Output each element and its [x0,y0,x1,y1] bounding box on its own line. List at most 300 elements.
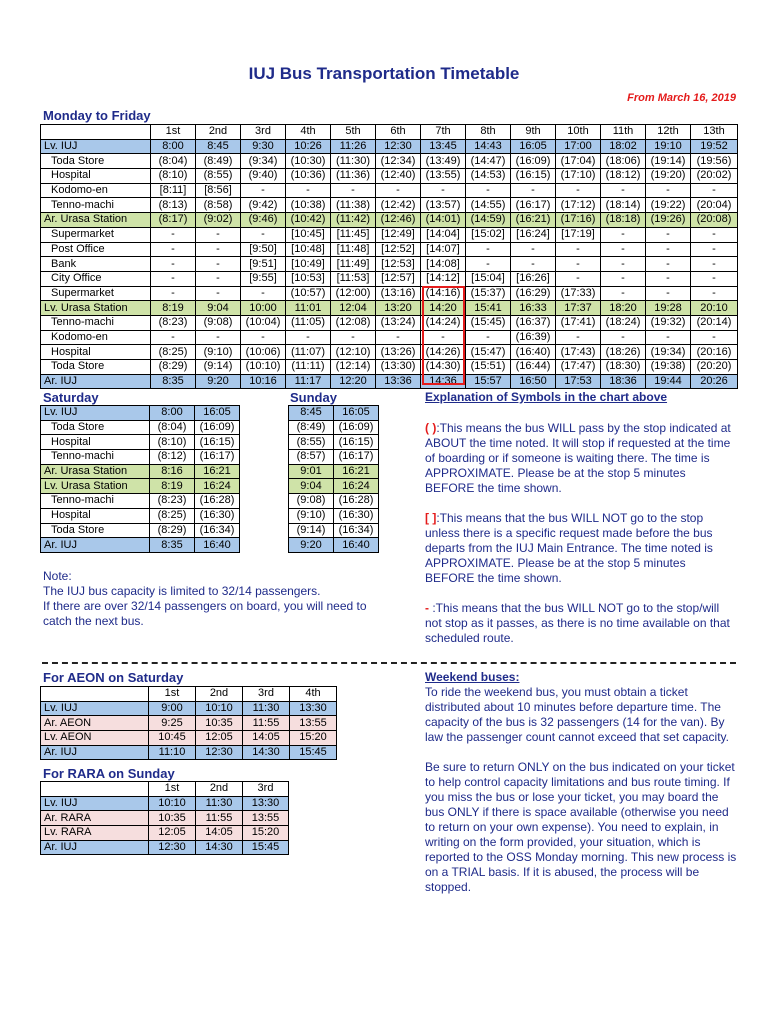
time-cell: - [601,286,646,301]
paren-symbol: ( ) [425,421,437,435]
time-cell: (16:37) [511,315,556,330]
table-row [41,406,240,421]
stop-label: Ar. IUJ [41,745,149,760]
aeon-timetable [40,686,337,760]
time-cell: 11:26 [331,139,376,154]
weekend-heading: Weekend buses: [425,670,520,684]
stop-label: Toda Store [41,360,151,375]
dash-symbol: - [425,601,429,615]
time-cell: - [466,183,511,198]
time-cell: (16:29) [511,286,556,301]
time-cell: (18:24) [601,315,646,330]
explanation-heading: Explanation of Symbols in the chart above [425,390,668,404]
effective-date: From March 16, 2019 [627,92,736,104]
time-cell: (13:55) [421,169,466,184]
time-cell: (16:09) [195,420,240,435]
time-cell: (20:02) [691,169,738,184]
time-cell: 9:00 [149,701,196,716]
time-cell: (9:40) [241,169,286,184]
time-cell: - [691,271,738,286]
time-cell: - [331,183,376,198]
time-cell: (19:56) [691,154,738,169]
time-cell: - [331,330,376,345]
table-row [289,494,379,509]
time-cell: 12:30 [376,139,421,154]
dash-explanation [425,601,735,646]
stop-label: Ar. Urasa Station [41,213,151,228]
time-cell: (9:10) [196,345,241,360]
table-row [41,731,337,746]
saturday-timetable [40,405,240,553]
table-row [289,450,379,465]
stop-label: Kodomo-en [41,330,151,345]
time-cell: - [646,330,691,345]
time-cell: (15:45) [466,315,511,330]
time-cell: (16:17) [195,450,240,465]
time-cell: (8:13) [151,198,196,213]
time-cell: - [466,257,511,272]
time-cell: (16:15) [511,169,556,184]
time-cell: [11:48] [331,242,376,257]
time-cell: - [556,242,601,257]
time-cell: - [646,257,691,272]
time-cell: (16:28) [334,494,379,509]
time-cell: 8:19 [150,479,195,494]
column-header: 3rd [241,125,286,140]
time-cell: [10:48] [286,242,331,257]
bracket-text: :This means that the bus WILL NOT go to the stop unless there is a specific request made before the bus departs from the IUJ Main Entrance. The time noted is APPROXIMATE. Please be at the stop 5 minutes BEFORE the time shown. [425,511,713,585]
column-header: 11th [601,125,646,140]
time-cell: (10:38) [286,198,331,213]
table-row [41,301,738,316]
time-cell: 16:33 [511,301,556,316]
time-cell: 11:01 [286,301,331,316]
table-row [41,523,240,538]
time-cell: (16:09) [334,420,379,435]
time-cell: (16:30) [334,508,379,523]
header-row [41,782,289,797]
sunday-heading: Sunday [290,390,337,405]
time-cell: (14:01) [421,213,466,228]
time-cell: 11:30 [243,701,290,716]
table-row [41,315,738,330]
time-cell: (18:14) [601,198,646,213]
time-cell: - [691,286,738,301]
time-cell: (11:11) [286,360,331,375]
table-row [41,198,738,213]
time-cell: (8:55) [289,435,334,450]
time-cell: (11:36) [331,169,376,184]
time-cell: (14:26) [421,345,466,360]
stop-label: Bank [41,257,151,272]
time-cell: (9:08) [196,315,241,330]
time-cell: (20:20) [691,360,738,375]
time-cell: 17:53 [556,374,601,389]
time-cell: (8:57) [289,450,334,465]
stop-label: Lv. IUJ [41,139,151,154]
stop-label: Tenno-machi [41,494,150,509]
table-row [41,826,289,841]
stop-label: Lv. Urasa Station [41,479,150,494]
time-cell: 19:44 [646,374,691,389]
time-cell: 16:50 [511,374,556,389]
time-cell: (14:59) [466,213,511,228]
time-cell: (12:08) [331,315,376,330]
time-cell: - [601,330,646,345]
time-cell: (19:22) [646,198,691,213]
time-cell: 14:43 [466,139,511,154]
time-cell: 12:05 [149,826,196,841]
column-header: 5th [331,125,376,140]
time-cell: (11:05) [286,315,331,330]
time-cell: - [556,271,601,286]
rara-heading: For RARA on Sunday [43,766,175,781]
time-cell: (11:38) [331,198,376,213]
time-cell: (17:12) [556,198,601,213]
time-cell: (8:29) [151,360,196,375]
time-cell: 18:36 [601,374,646,389]
bracket-symbol: [ ] [425,511,437,525]
time-cell: - [601,257,646,272]
time-cell: - [421,183,466,198]
time-cell: [16:24] [511,227,556,242]
time-cell: (14:16) [421,286,466,301]
time-cell: 8:35 [151,374,196,389]
stop-label: Ar. IUJ [41,374,151,389]
time-cell: 20:10 [691,301,738,316]
time-cell: 14:05 [243,731,290,746]
time-cell: (16:15) [334,435,379,450]
time-cell: (10:04) [241,315,286,330]
time-cell: (12:40) [376,169,421,184]
stop-label: Hospital [41,435,150,450]
time-cell: 8:19 [151,301,196,316]
time-cell: 8:45 [289,406,334,421]
time-cell: 9:01 [289,464,334,479]
time-cell: [9:55] [241,271,286,286]
time-cell: (11:42) [331,213,376,228]
time-cell: - [511,242,556,257]
stop-label: Hospital [41,345,151,360]
time-cell: - [691,257,738,272]
time-cell: 10:16 [241,374,286,389]
time-cell: (8:10) [150,435,195,450]
time-cell: - [151,330,196,345]
sunday-timetable [288,405,379,553]
time-cell: (16:34) [195,523,240,538]
time-cell: (10:42) [286,213,331,228]
time-cell: (17:47) [556,360,601,375]
table-row [41,286,738,301]
column-header: 1st [149,687,196,702]
symbols-explanation [425,390,735,646]
time-cell: (8:17) [151,213,196,228]
time-cell: - [556,330,601,345]
time-cell: 15:20 [290,731,337,746]
time-cell: (16:17) [334,450,379,465]
column-header: 12th [646,125,691,140]
time-cell: [12:57] [376,271,421,286]
time-cell: 14:05 [196,826,243,841]
time-cell: (17:43) [556,345,601,360]
table-row [41,213,738,228]
table-row [41,796,289,811]
time-cell: [9:50] [241,242,286,257]
column-header: 2nd [196,687,243,702]
stop-label: Supermarket [41,286,151,301]
time-cell: [14:07] [421,242,466,257]
note-block [43,569,383,629]
time-cell: 15:57 [466,374,511,389]
time-cell: 10:10 [196,701,243,716]
stop-label: Toda Store [41,154,151,169]
table-row [289,523,379,538]
table-row [41,360,738,375]
table-row [289,508,379,523]
time-cell: (8:25) [151,345,196,360]
time-cell: (11:07) [286,345,331,360]
time-cell: (18:26) [601,345,646,360]
time-cell: - [556,183,601,198]
time-cell: - [691,227,738,242]
table-row [41,242,738,257]
time-cell: (8:49) [289,420,334,435]
stop-label: Ar. IUJ [41,538,150,553]
column-header: 7th [421,125,466,140]
time-cell: 8:35 [150,538,195,553]
time-cell: (9:10) [289,508,334,523]
time-cell: 10:00 [241,301,286,316]
table-row [41,420,240,435]
weekday-timetable [40,124,738,389]
table-row [41,508,240,523]
time-cell: (10:30) [286,154,331,169]
time-cell: (16:17) [511,198,556,213]
time-cell: (16:44) [511,360,556,375]
time-cell: [14:04] [421,227,466,242]
time-cell: 8:16 [150,464,195,479]
time-cell: (10:06) [241,345,286,360]
time-cell: 16:24 [334,479,379,494]
time-cell: 9:20 [289,538,334,553]
time-cell: - [196,257,241,272]
table-row [41,450,240,465]
weekend-info [425,670,737,895]
table-row [41,154,738,169]
stop-label: Kodomo-en [41,183,151,198]
time-cell: 15:45 [290,745,337,760]
time-cell: (19:14) [646,154,691,169]
time-cell: (12:14) [331,360,376,375]
table-row [41,479,240,494]
dash-text: :This means that the bus WILL NOT go to the stop/will not stop as it passes, as there is no time available on that scheduled route. [425,601,730,645]
stop-label: Ar. IUJ [41,840,149,855]
time-cell: (9:14) [196,360,241,375]
time-cell: 15:20 [243,826,289,841]
table-row [41,183,738,198]
time-cell: 14:20 [421,301,466,316]
weekend-paragraph-2: Be sure to return ONLY on the bus indicated on your ticket to help control capacity limitations and bus route timing. If you miss the bus or lose your ticket, you may board the bus ONLY if there is space available (otherwise you need to return on your own expense). You need to explain, in writing on the form provided, your situation, which is reported to the OSS Monday morning. This new process is on a TRIAL basis. If it is abused, the process will be stopped. [425,760,737,894]
header-row [41,687,337,702]
time-cell: (19:26) [646,213,691,228]
time-cell: (8:55) [196,169,241,184]
time-cell: [11:45] [331,227,376,242]
header-corner [41,687,149,702]
time-cell: (9:34) [241,154,286,169]
time-cell: 10:35 [196,716,243,731]
time-cell: (10:57) [286,286,331,301]
time-cell: - [691,330,738,345]
time-cell: 15:41 [466,301,511,316]
time-cell: (10:36) [286,169,331,184]
table-row [41,330,738,345]
time-cell: (16:09) [511,154,556,169]
time-cell: - [241,286,286,301]
time-cell: 12:30 [196,745,243,760]
stop-label: Ar. Urasa Station [41,464,150,479]
time-cell: - [601,242,646,257]
time-cell: - [646,286,691,301]
stop-label: City Office [41,271,151,286]
time-cell: (13:30) [376,360,421,375]
stop-label: Hospital [41,169,151,184]
time-cell: (19:32) [646,315,691,330]
time-cell: - [646,271,691,286]
column-header: 9th [511,125,556,140]
time-cell: 13:30 [243,796,289,811]
time-cell: (20:08) [691,213,738,228]
stop-label: Lv. IUJ [41,701,149,716]
saturday-heading: Saturday [43,390,99,405]
time-cell: (8:49) [196,154,241,169]
time-cell: 13:45 [421,139,466,154]
stop-label: Tenno-machi [41,450,150,465]
time-cell: - [196,227,241,242]
rara-timetable [40,781,289,855]
time-cell: - [286,183,331,198]
time-cell: - [376,183,421,198]
time-cell: (16:34) [334,523,379,538]
table-row [289,406,379,421]
time-cell: (17:10) [556,169,601,184]
time-cell: (17:33) [556,286,601,301]
time-cell: (16:15) [195,435,240,450]
column-header: 13th [691,125,738,140]
time-cell: - [691,183,738,198]
aeon-heading: For AEON on Saturday [43,670,184,685]
time-cell: (14:53) [466,169,511,184]
table-row [289,435,379,450]
time-cell: [11:53] [331,271,376,286]
stop-label: Toda Store [41,420,150,435]
time-cell: (9:42) [241,198,286,213]
note-label: Note: [43,569,72,583]
time-cell: (8:23) [151,315,196,330]
time-cell: (8:58) [196,198,241,213]
time-cell: 18:02 [601,139,646,154]
time-cell: 10:26 [286,139,331,154]
time-cell: - [241,330,286,345]
time-cell: (9:14) [289,523,334,538]
time-cell: - [601,183,646,198]
time-cell: [10:49] [286,257,331,272]
time-cell: (19:34) [646,345,691,360]
time-cell: 11:17 [286,374,331,389]
time-cell: 19:10 [646,139,691,154]
time-cell: (12:34) [376,154,421,169]
stop-label: Tenno-machi [41,315,151,330]
stop-label: Lv. RARA [41,826,149,841]
time-cell: - [241,183,286,198]
time-cell: (16:40) [511,345,556,360]
time-cell: 17:00 [556,139,601,154]
table-row [41,139,738,154]
time-cell: 16:05 [511,139,556,154]
column-header: 6th [376,125,421,140]
time-cell: - [196,242,241,257]
time-cell: - [151,227,196,242]
table-row [41,257,738,272]
time-cell: (18:30) [601,360,646,375]
stop-label: Ar. AEON [41,716,149,731]
time-cell: 16:40 [195,538,240,553]
time-cell: (14:47) [466,154,511,169]
time-cell: 14:36 [421,374,466,389]
table-row [41,716,337,731]
time-cell: (9:46) [241,213,286,228]
time-cell: (18:06) [601,154,646,169]
table-row [41,494,240,509]
time-cell: 16:21 [195,464,240,479]
time-cell: 16:05 [334,406,379,421]
time-cell: - [691,242,738,257]
time-cell: - [421,330,466,345]
time-cell: 8:00 [150,406,195,421]
time-cell: (12:42) [376,198,421,213]
time-cell: 19:28 [646,301,691,316]
time-cell: 18:20 [601,301,646,316]
time-cell: 11:10 [149,745,196,760]
time-cell: 17:37 [556,301,601,316]
time-cell: (12:46) [376,213,421,228]
time-cell: - [646,183,691,198]
table-row [41,464,240,479]
time-cell: - [646,227,691,242]
time-cell: 10:45 [149,731,196,746]
time-cell: [17:19] [556,227,601,242]
table-row [289,538,379,553]
weekday-heading: Monday to Friday [43,108,151,123]
time-cell: 9:30 [241,139,286,154]
time-cell: - [646,242,691,257]
time-cell: (20:14) [691,315,738,330]
table-row [41,169,738,184]
time-cell: (8:10) [151,169,196,184]
weekend-paragraph-1: To ride the weekend bus, you must obtain a ticket distributed about 10 minutes before departure time. The capacity of the bus is 32 passengers (14 for the van). By law the passenger count cannot exceed that set capacity. [425,685,729,744]
time-cell: (14:24) [421,315,466,330]
time-cell: 15:45 [243,840,289,855]
time-cell: (16:21) [511,213,556,228]
column-header: 4th [286,125,331,140]
time-cell: 9:04 [289,479,334,494]
column-header: 3rd [243,687,290,702]
time-cell: (17:04) [556,154,601,169]
time-cell: - [241,227,286,242]
time-cell: 20:26 [691,374,738,389]
stop-label: Supermarket [41,227,151,242]
time-cell: 11:55 [196,811,243,826]
time-cell: (13:49) [421,154,466,169]
